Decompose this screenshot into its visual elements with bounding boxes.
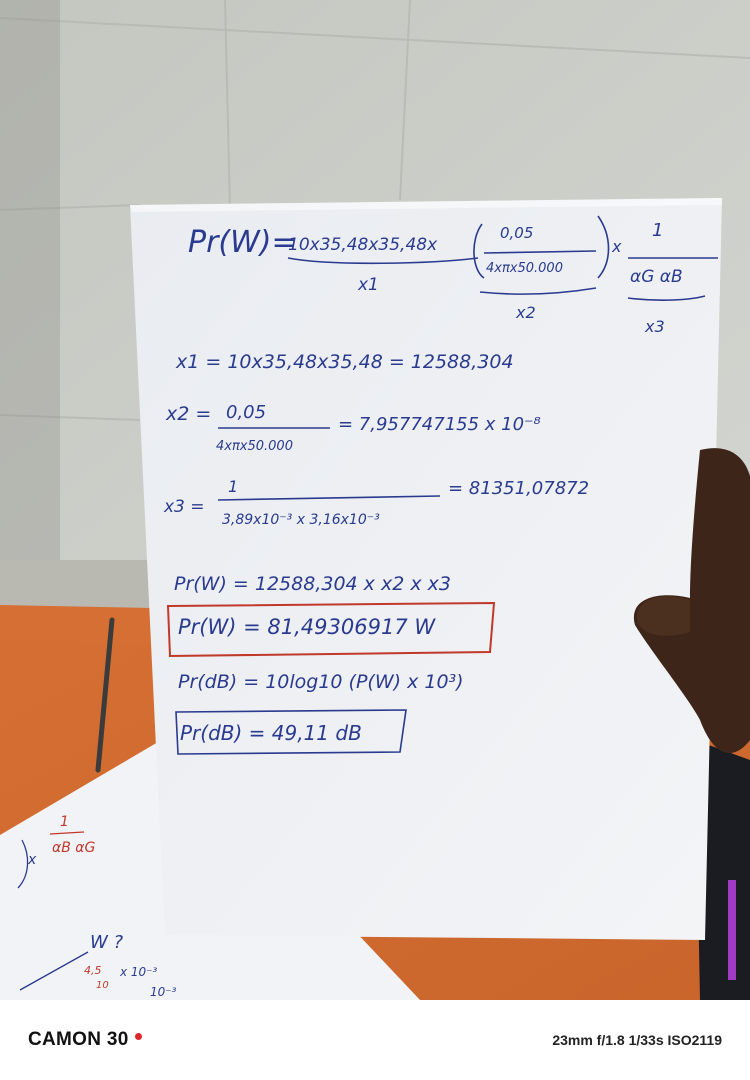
frag-exp2: 10⁻³ (150, 985, 177, 999)
camera-model: CAMON 30 (28, 1029, 129, 1050)
label-x2: x2 (516, 303, 536, 322)
frag-fraction-top: 1 (60, 814, 69, 830)
line-x2-bottom: 4xπx50.000 (216, 439, 293, 454)
frag-w: W ? (90, 932, 124, 953)
line-pdb-formula: Pr(dB) = 10log10 (P(W) x 10³) (178, 671, 464, 693)
line-x2-left: x2 = (166, 403, 212, 425)
device-light (728, 880, 736, 980)
formula-head: Pr(W)= (188, 225, 297, 260)
watermark-left (28, 1029, 142, 1051)
camera-exif: 23mm f/1.8 1/33s ISO2119 (552, 1032, 722, 1048)
red-dot-icon (135, 1033, 142, 1040)
formula-x3-bottom: αG αB (630, 267, 683, 287)
line-pdb-result: Pr(dB) = 49,11 dB (180, 721, 362, 745)
line-pr-result: Pr(W) = 81,49306917 W (178, 615, 436, 639)
line-x3-bottom: 3,89x10⁻³ x 3,16x10⁻³ (222, 512, 380, 528)
formula-x1-part: 10x35,48x35,48x (288, 235, 438, 255)
label-x3: x3 (645, 317, 665, 336)
line-x2-result: = 7,957747155 x 10⁻⁸ (338, 414, 541, 435)
formula-frac-top: 0,05 (500, 224, 534, 242)
line-x3-top: 1 (228, 477, 239, 496)
formula-x3-top: 1 (652, 220, 664, 241)
frag-fraction-bottom: αB αG (52, 840, 96, 856)
line-x2-top: 0,05 (226, 402, 267, 423)
camera-watermark (0, 1000, 750, 1080)
frag-num: 4,5 (84, 964, 102, 977)
main-paper (130, 198, 722, 940)
formula-frac-bottom: 4xπx50.000 (486, 261, 563, 276)
frag-num-den: 10 (96, 980, 109, 991)
line-x3-result: = 81351,07872 (448, 478, 590, 499)
line-x3-left: x3 = (164, 497, 205, 517)
formula-times: x (612, 237, 622, 256)
wall-shadow (0, 0, 60, 620)
line-x1: x1 = 10x35,48x35,48 = 12588,304 (176, 351, 514, 373)
frag-x: x (28, 852, 37, 868)
frag-exp1: x 10⁻³ (120, 965, 158, 979)
line-pr-product: Pr(W) = 12588,304 x x2 x x3 (174, 573, 451, 595)
label-x1: x1 (358, 275, 379, 295)
